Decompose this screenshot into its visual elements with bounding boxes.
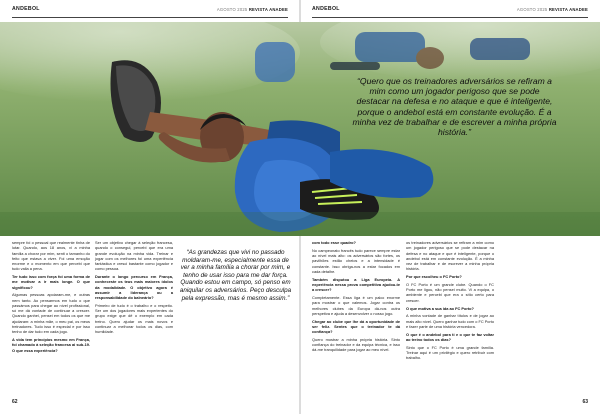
running-head-right (312, 6, 588, 18)
paragraph: Primeiro de tudo é o trabalho e o respeito. Ser um dos jogadores mais experientes do grupo exige que dê o exemplo em cada treino. Quero ajudar os mais novos e continuar a melhorar todos os dias, com humildade. (95, 302, 173, 335)
question: Ter tudo isso com força foi uma forma de me motivar a ir mais longe. O que significou? (12, 274, 90, 290)
paragraph: Algumas pessoas apoiaram-me, e outras nem tanto. Ao pensarmos em tudo o que passámos para chegar ao nível profissional, só me dá vontade de continuar a crescer. Quando ganhei, pensei em todos os que me ajudaram: a minha mãe, o meu pai, os meus treinadores. Tudo isso é especial e por isso tenho de dar tudo em cada jogo. (12, 292, 90, 335)
page-number-left: 62 (12, 399, 18, 405)
paragraph: sempre foi o pessoal que realmente tinha de lutar. Quando, aos 18 anos, vi a minha família a chorar por mim, senti o tamanho do feito que estava a viver. Foi uma emoção enorme e o momento em que percebi que tudo valia a pena. (12, 240, 90, 272)
question: Por que escolheu o FC Porto? (406, 274, 462, 280)
pull-quote: “As grandezas que vivi no passado moldaram-me, especialmente essa de ver a minha família a chorar por mim, e tenho de usar isso para me dar força. Quando estou em campo, só penso em aniquilar os adversários. Peço desculpa pela expressão, mas é mesmo assim.” (179, 249, 292, 302)
question: A vida tem princípios mesmo em França, foi chamado à seleção francesa ai sub-19. O que essa experiência? (12, 337, 90, 353)
question: Também disputou a Liga Europeia. A experiência nessa prova competitiva ajudou-te a crescer? (312, 276, 400, 293)
issue-tag: AGOSTO 2025 REVISTA ANADEE (516, 7, 588, 12)
paragraph: A minha vontade de ganhar títulos e de jogar ao mais alto nível. Quero ganhar tudo com o FC Porto e fazer parte de uma história vencedora. (406, 313, 495, 329)
question: O que é o andebol para ti e o que te faz voltar ao treino todos os dias? (406, 331, 494, 342)
paragraph: Ser um objetivo chegar à seleção francesa, quando o consegui, percebi que era uma grande evolução na minha vida. Treinar e jogar com os melhores foi uma experiência fantástica e cresci bastante como jogador e como pessoa. (95, 240, 173, 272)
question: Chegar ao clube que lhe dá a oportunidade de ser feliz. Sentes que o treinador te dá confiança? (312, 318, 400, 335)
section-tag: ANDEBOL (12, 6, 40, 12)
main-quote: “Quero que os treinadores adversários se refiram a mim como um jogador perigoso que se pode destacar na defesa e no ataque e que é inteligente, porque o andebol está em constante evolução. É a minha vez de trabalhar e de escrever a minha própria história.” (352, 76, 557, 138)
running-head-left (12, 6, 288, 18)
article-column-4 (406, 240, 494, 363)
question: O que motiva a sua ida ao FC Porto? (406, 305, 474, 311)
paragraph: O FC Porto é um grande clube. Quando o FC Porto me ligou, não pensei muito. Vi a equipa, o ambiente e percebi que era o sítio certo para crescer. (406, 281, 494, 303)
page-number-right: 63 (582, 399, 588, 405)
paragraph: No campeonato francês tudo parece sempre estar ao nível mais alto: os adversários são fortes, os pavilhões estão cheios e a intensidade é constante. Isso obriga-nos a estar focados em cada detalhe. (312, 247, 400, 274)
paragraph: Quero mostrar a minha própria história. Sinto confiança do treinador e da equipa técnica, e isso dá-me tranquilidade para jogar ao meu nível. (312, 336, 400, 353)
article-column-1 (12, 240, 90, 355)
paragraph: Completamente. Essa liga é um palco enorme para mostrar o que valemos. Jogar contra os melhores clubes da Europa dá-nos outra perspetiva e ajuda a desenvolver o nosso jogo. (312, 295, 400, 316)
question: Durante o longo percurso em França, conheceste os teus mais maiores ídolos da modalidade. O objetivo agora é assumir a liderança ou a responsabilidade do balneário? (95, 274, 173, 301)
paragraph: Sinto que o FC Porto é uma grande família. Treinar aqui é um privilégio e quero retribuir com trabalho. (406, 344, 494, 361)
article-column-2 (95, 240, 173, 337)
section-tag: ANDEBOL (312, 6, 340, 12)
question: com todo esse quadro? (312, 240, 356, 245)
paragraph: os treinadores adversários se refiram a mim como um jogador perigoso que se pode destacar na defesa e no ataque e que é inteligente, porque o andebol está em constante evolução. É a minha vez de trabalhar e de escrever a minha própria história. (406, 240, 494, 272)
article-column-3 (312, 240, 400, 355)
issue-tag: AGOSTO 2025 REVISTA ANADEE (216, 7, 288, 12)
